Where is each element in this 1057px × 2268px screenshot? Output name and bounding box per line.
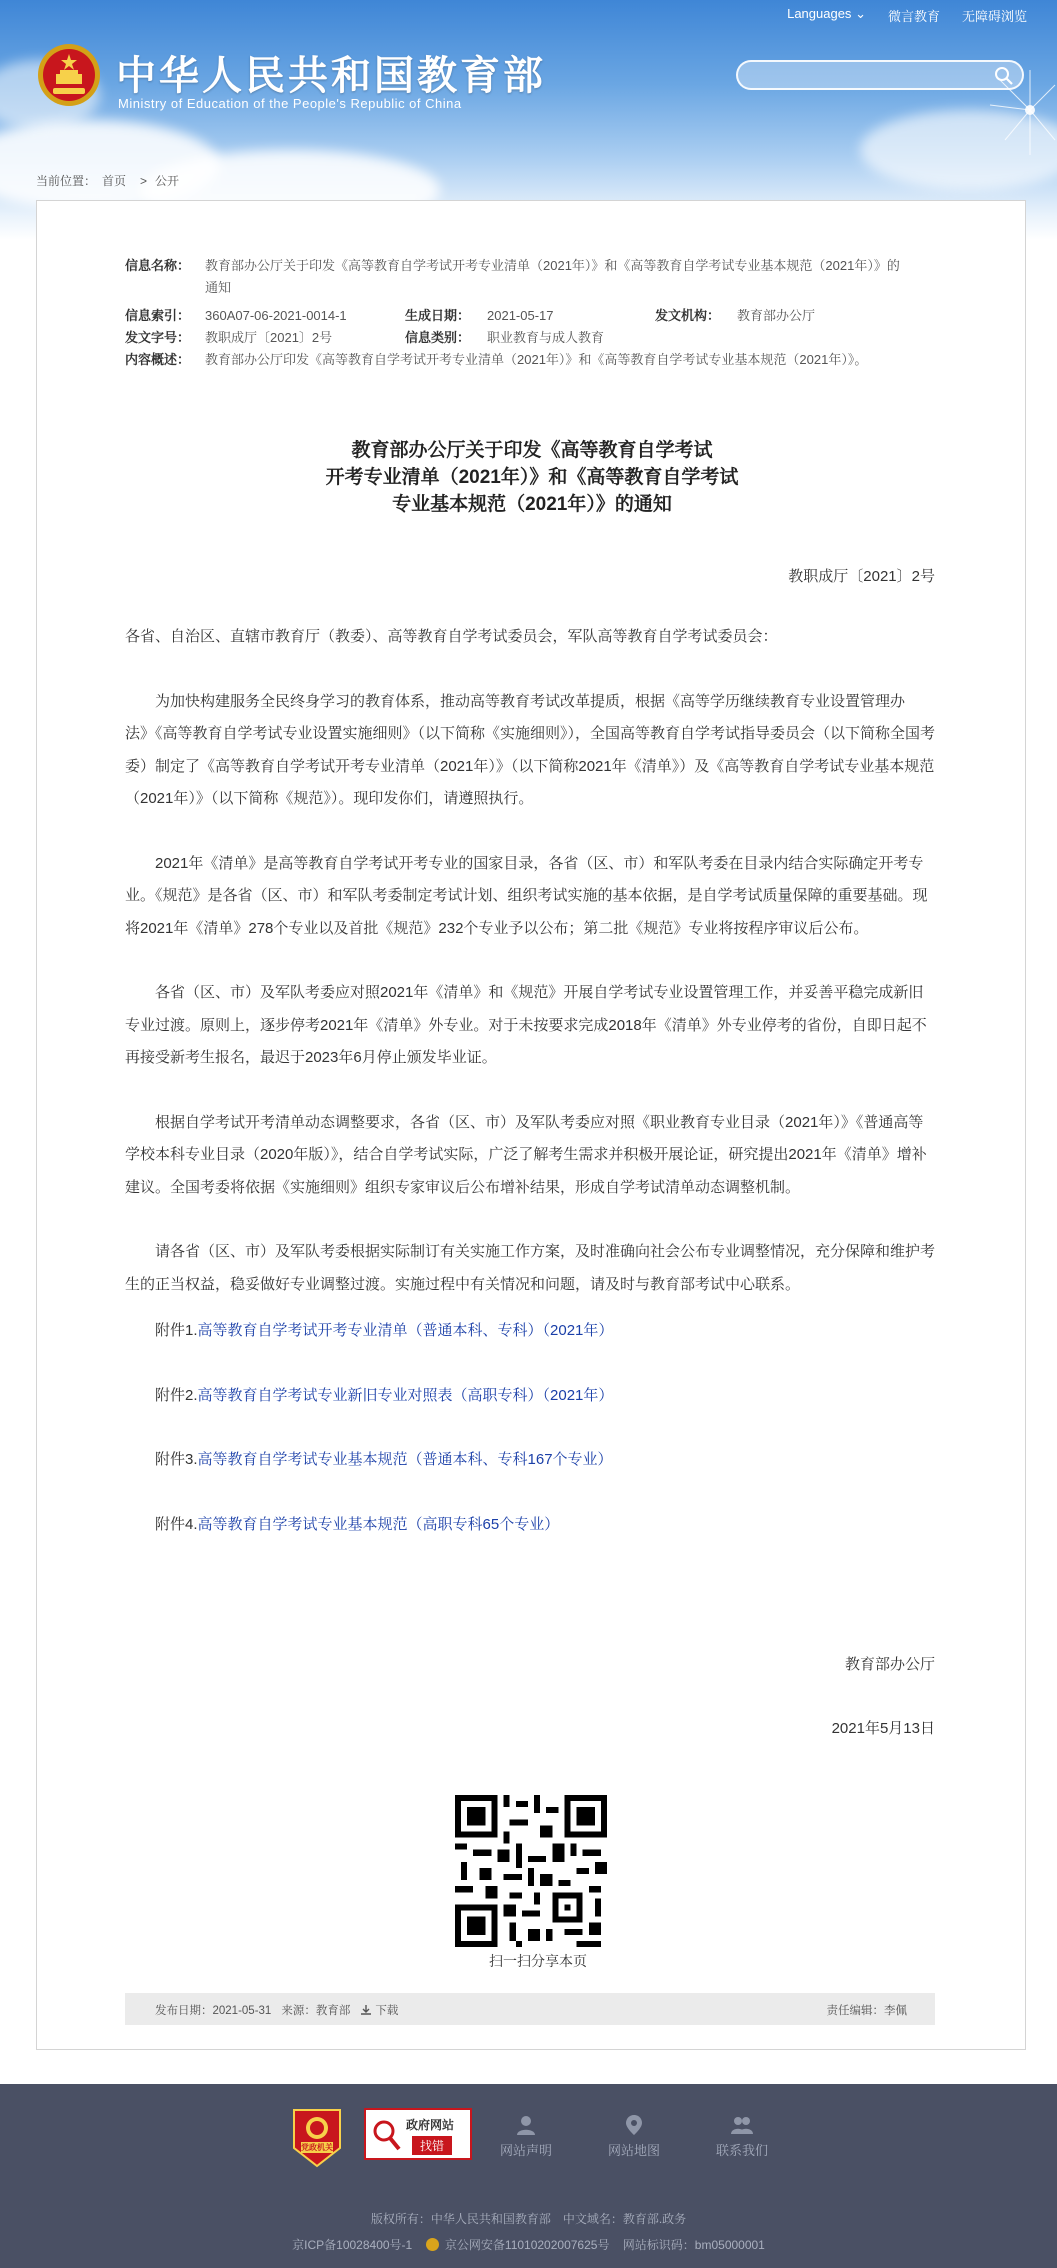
attachment-item: [125, 1380, 935, 1413]
meta-index-label: 信息索引：: [125, 308, 191, 323]
attachment-link[interactable]: 高等教育自学考试专业基本规范（高职专科65个专业）: [197, 1515, 560, 1533]
download-label: 下载: [375, 2005, 399, 2017]
icp-link[interactable]: 京ICP备10028400号-1: [292, 2238, 413, 2252]
site-subtitle: Ministry of Education of the People's Republic of China: [118, 96, 462, 111]
footer-link-label: 网站地图: [607, 2143, 660, 2158]
search-box: [736, 60, 1024, 90]
accessibility-link[interactable]: 无障碍浏览: [961, 9, 1027, 24]
site-footer: [0, 2084, 1057, 2268]
source-label: 来源：: [281, 2005, 316, 2017]
body-paragraph: 根据自学考试开考清单动态调整要求，各省（区、市）及军队考委应对照《职业教育专业目录（2021年）》《普通高等学校本科专业目录（2020年版）》，结合自学考试实际，广泛了解考生需求并积极开展论证，研究提出2021年《清单》增补建议。全国考委将依据《实施细则》组织专家审议后公布增补结果，形成自学考试清单动态调整机制。: [125, 1113, 927, 1196]
breadcrumb-home-link[interactable]: 首页: [102, 174, 127, 188]
meta-date-value: 2021-05-17: [487, 308, 554, 323]
meta-name-value: 教育部办公厅关于印发《高等教育自学考试开考专业清单（2021年）》和《高等教育自学考试专业基本规范（2021年）》的通知: [205, 258, 900, 295]
weibo-link[interactable]: 微言教育: [887, 9, 940, 24]
languages-menu[interactable]: [787, 6, 866, 25]
body-paragraph: 2021年《清单》是高等教育自学考试开考专业的国家目录，各省（区、市）和军队考委在目录内结合实际确定开考专业。《规范》是各省（区、市）和军队考委制定考试计划、组织考试实施的基本依据，是自学考试质量保障的重要基础。现将2021年《清单》278个专业以及首批《规范》232个专业予以公布；第二批《规范》专业将按程序审议后公布。: [125, 854, 928, 937]
download-button[interactable]: [360, 2002, 398, 2018]
breadcrumb-current[interactable]: 公开: [155, 174, 180, 188]
footer-link-label: 网站声明: [499, 2143, 552, 2158]
publish-date-value: 2021-05-31: [212, 2005, 272, 2017]
document-title-line: 开考专业清单（2021年）》和《高等教育自学考试: [325, 467, 739, 488]
map-pin-icon: [623, 2114, 645, 2136]
signer: 教育部办公厅: [844, 1656, 935, 1673]
chevron-down-icon: ⌄: [855, 6, 866, 21]
body-paragraph: 请各省（区、市）及军队考委根据实际制订有关实施工作方案，及时准确向社会公布专业调整情况，充分保障和维护考生的正当权益，稳妥做好专业调整过渡。实施过程中有关情况和问题，请及时与教育部考试中心联系。: [125, 1243, 936, 1293]
meta-name-label: 信息名称：: [125, 258, 191, 273]
gov-badge-line2: 找错: [412, 2136, 452, 2155]
languages-label: Languages: [787, 6, 852, 21]
publish-date-label: 发布日期：: [155, 2005, 213, 2017]
breadcrumb: [36, 172, 185, 189]
footer-link-contact[interactable]: [688, 2108, 796, 2159]
user-icon: [515, 2114, 537, 2136]
attachment-prefix: 附件2.: [155, 1386, 198, 1404]
meta-index-value: 360A07-06-2021-0014-1: [205, 308, 347, 323]
attachment-link[interactable]: 高等教育自学考试开考专业清单（普通本科、专科）（2021年）: [197, 1322, 614, 1339]
gov-badge-line1: 政府网站: [406, 2118, 455, 2132]
body-paragraph: 为加快构建服务全民终身学习的教育体系，推动高等教育考试改革提质，根据《高等学历继续教育专业设置管理办法》《高等教育自学考试专业设置实施细则》（以下简称《实施细则》），全国高等教育自学考试指导委员会（以下简称全国考委）制定了《高等教育自学考试开考专业清单（2021年）》（以下简称2021年《清单》）及《高等教育自学考试专业基本规范（2021年）》（以下简称《规范》）。现印发你们，请遵照执行。: [125, 692, 936, 807]
meta-row-name: [125, 255, 935, 299]
meta-category-value: 职业教育与成人教育: [487, 330, 605, 345]
meta-docno-value: 教职成厅〔2021〕2号: [205, 330, 333, 345]
attachment-prefix: 附件3.: [155, 1451, 198, 1468]
meta-org-label: 发文机构：: [655, 308, 721, 323]
meta-summary-label: 内容概述：: [125, 352, 191, 367]
info-metadata: [125, 255, 935, 371]
document-body: [125, 621, 935, 1541]
footer-link-sitemap[interactable]: [580, 2108, 688, 2159]
download-icon: [360, 2004, 372, 2016]
document-title: [37, 437, 1027, 518]
attachment-item: [125, 1315, 935, 1348]
national-emblem-icon: [36, 42, 102, 108]
footer-icon-links: [290, 2108, 796, 2168]
document-title-line: 专业基本规范（2021年）》的通知: [392, 494, 672, 515]
meta-org-value: 教育部办公厅: [737, 308, 816, 323]
party-gov-organ-badge[interactable]: [290, 2108, 344, 2168]
breadcrumb-label: 当前位置：: [36, 174, 97, 188]
document-number: 教职成厅〔2021〕2号: [788, 568, 935, 585]
meta-date-label: 生成日期：: [405, 308, 471, 323]
search-input[interactable]: [750, 66, 984, 86]
footer-link-statement[interactable]: [472, 2108, 580, 2159]
attachment-item: [125, 1509, 935, 1542]
police-record-link[interactable]: 京公网安备11010202007625号: [444, 2238, 610, 2252]
body-paragraph: 各省（区、市）及军队考委应对照2021年《清单》和《规范》开展自学考试专业设置管理工作，并妥善平稳完成新旧专业过渡。原则上，逐步停考2021年《清单》外专业。对于未按要求完成2018年《清单》外专业停考的省份，自即日起不再接受新考生报名，最迟于2023年6月停止颁发毕业证。: [125, 984, 927, 1066]
attachment-link[interactable]: 高等教育自学考试专业基本规范（普通本科、专科167个专业）: [197, 1451, 613, 1468]
gov-website-error-report-badge[interactable]: [364, 2108, 472, 2160]
meta-row-summary: [125, 349, 935, 371]
editor: [827, 2002, 908, 2018]
article-card: [36, 200, 1026, 2050]
editor-label: 责任编辑：: [826, 2005, 884, 2017]
party-organ-icon: [290, 2108, 344, 2168]
editor-value: 李佩: [884, 2005, 907, 2017]
search-icon[interactable]: [994, 66, 1014, 86]
source-value: 教育部: [315, 2005, 351, 2017]
top-utility-bar: [787, 6, 1027, 25]
footer-link-label: 联系我们: [715, 2143, 768, 2158]
document-title-line: 教育部办公厅关于印发《高等教育自学考试: [351, 440, 713, 461]
party-organ-label: 党政机关: [301, 2143, 333, 2152]
site-title: 中华人民共和国教育部: [116, 53, 546, 99]
footer-registration: [0, 2236, 1057, 2253]
attachment-prefix: 附件4.: [155, 1515, 198, 1533]
meta-summary-value: 教育部办公厅印发《高等教育自学考试开考专业清单（2021年）》和《高等教育自学考试专业基本规范（2021年）》。: [205, 352, 868, 367]
breadcrumb-separator: >: [140, 174, 148, 188]
qr-code-icon: [455, 1795, 607, 1947]
contacts-icon: [730, 2114, 754, 2136]
site-code: 网站标识码：bm05000001: [622, 2238, 765, 2252]
attachment-link[interactable]: 高等教育自学考试专业新旧专业对照表（高职专科）（2021年）: [197, 1386, 614, 1404]
police-badge-icon: [426, 2238, 439, 2251]
publish-info-bar: [125, 1993, 935, 2025]
attachment-item: [125, 1444, 935, 1477]
publish-date: [155, 2002, 271, 2018]
magnifier-icon: [372, 2118, 402, 2152]
attachment-prefix: 附件1.: [155, 1322, 198, 1339]
meta-row-index: [125, 305, 935, 327]
meta-category-label: 信息类别：: [405, 330, 471, 345]
meta-row-docno: [125, 327, 935, 349]
sign-date: 2021年5月13日: [831, 1720, 935, 1737]
qr-caption: 扫一扫分享本页: [489, 1953, 587, 1969]
source: [281, 2002, 350, 2018]
meta-docno-label: 发文字号：: [125, 330, 191, 345]
salutation: 各省、自治区、直辖市教育厅（教委）、高等教育自学考试委员会，军队高等教育自学考试委员会：: [125, 628, 778, 645]
footer-copyright: 版权所有：中华人民共和国教育部 中文域名：教育部.政务: [370, 2212, 687, 2226]
